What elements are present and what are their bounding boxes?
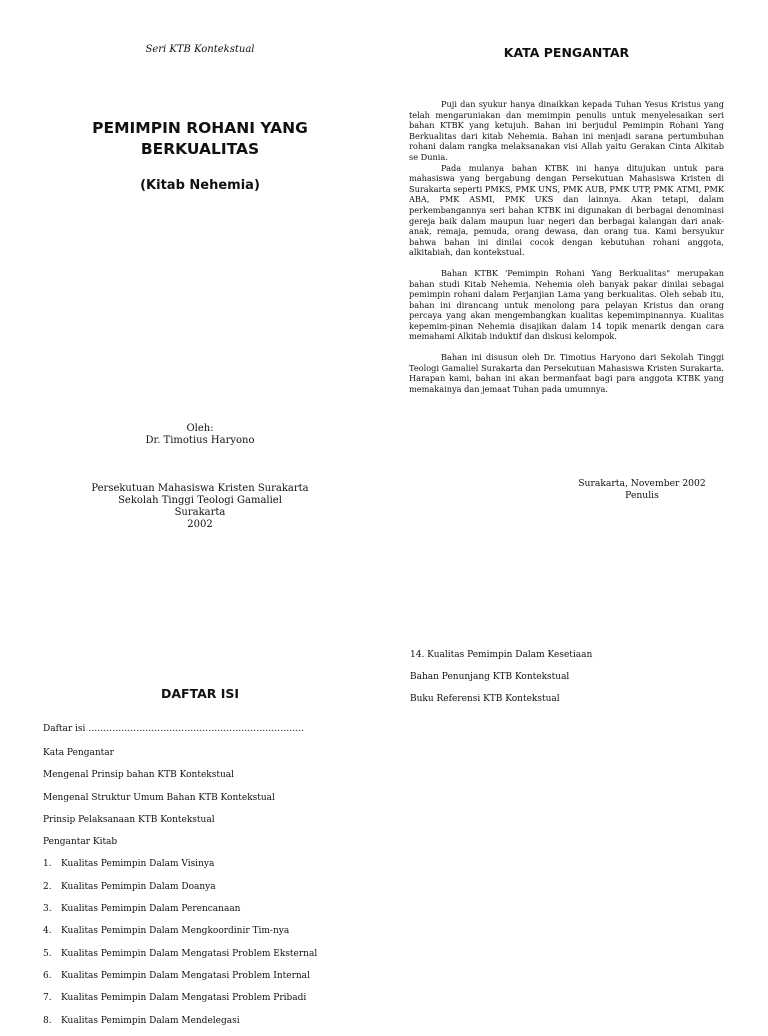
toc-entry [43,991,373,1013]
preface-paragraph-1: Puji dan syukur hanya dinaikkan kepada Tuhan Yesus Kristus yang telah mengaruniakan dan memimpin penulis untuk menyelesaikan seri bahan KTBK yang ketujuh. Bahan ini berjudul Pemimpin Rohani Yang Berkualitas dari kitab Nehemia. Bahan ini menjadi sarana pertumbuhan rohani dalam rangka melaksanakan visi Allah yaitu Gerakan Cinta Alkitab se Dunia. [409,99,724,162]
toc-entry-number: 7. [43,993,52,1004]
preface-paragraph-3: Bahan KTBK 'Pemimpin Rohani Yang Berkualitas" merupakan bahan studi Kitab Nehemia. Nehemia oleh banyak pakar dinilai sebagai pemimpin rohani dalam Perjanjian Lama yang berkualitas. Oleh sebab itu, bahan ini dirancang untuk menolong para pelayan Kristus dan orang percaya yang akan mengembangkan kualitas kepemimpinannya. Kualitas kepemim-pinan Nehemia disajikan dalam 14 topik menarik dengan cara memahami Alkitab induktif dan diskusi kelompok. [409,267,724,342]
toc-entry-text: Kualitas Pemimpin Dalam Mendelegasi [61,1015,240,1026]
book-subtitle: (Kitab Nehemia) [140,178,260,193]
publisher-block [0,483,400,531]
toc-list [43,746,373,1036]
toc-entry-text: Kualitas Pemimpin Dalam Doanya [61,881,216,892]
toc-title: DAFTAR ISI [160,686,240,701]
toc-entry-text: Kualitas Pemimpin Dalam Mengatasi Problem Internal [61,970,310,981]
toc-entry [43,768,373,790]
book-title [60,118,340,160]
toc-entry-number: 3. [43,904,52,915]
toc-entry [43,835,373,857]
toc-entry-text: Kualitas Pemimpin Dalam Perencanaan [61,904,241,915]
toc-entry [43,746,373,768]
toc-entry [43,857,373,879]
toc-continued-item: Buku Referensi KTB Kontekstual [410,694,560,704]
publisher-year: 2002 [187,519,213,530]
toc-entry [43,880,373,902]
preface-signature [560,478,724,501]
toc-entry-text: Prinsip Pelaksanaan KTB Kontekstual [43,814,215,825]
preface-paragraph-4: Bahan ini disusun oleh Dr. Timotius Haryono dari Sekolah Tinggi Teologi Gamaliel Surakarta dan Persekutuan Mahasiswa Kristen Surakarta. Harapan kami, bahan ini akan bermanfaat bagi para anggota KTBK yang memakainya dan jemaat Tuhan pada umumnya. [409,352,724,394]
toc-continued-item: 14. Kualitas Pemimpin Dalam Kesetiaan [410,650,593,660]
toc-entry-text: Kata Pengantar [43,748,114,758]
toc-entry-number: 8. [43,1015,52,1026]
publisher-city: Surakarta [174,507,226,518]
book-title-line1: PEMIMPIN ROHANI YANG [92,119,308,137]
toc-entry [43,791,373,813]
toc-entry-number: 6. [43,970,52,981]
toc-entry-text: Mengenal Prinsip bahan KTB Kontekstual [43,770,234,781]
toc-first-entry: Daftar isi ……………………………………………………………… [43,724,305,734]
toc-entry-number: 4. [43,926,52,937]
toc-entry [43,947,373,969]
toc-entry-number: 5. [43,948,52,959]
preface-body [409,99,724,404]
author-block [0,423,400,447]
place-date: Surakarta, November 2002 [578,478,706,489]
preface-title: KATA PENGANTAR [503,45,630,60]
publisher-line1: Persekutuan Mahasiswa Kristen Surakarta [91,483,309,494]
toc-entry-text: Pengantar Kitab [43,837,118,848]
book-title-line2: BERKUALITAS [140,140,260,158]
preface-paragraph-2: Pada mulanya bahan KTBK ini hanya ditujukan untuk para mahasiswa yang bergabung dengan Persekutuan Mahasiswa Kristen di Surakarta seperti PMKS, PMK UNS, PMK AUB, PMK UTP, PMK ATMI, PMK ABA, PMK ASMI, PMK UKS dan lainnya. Akan tetapi, dalam perkembangannya seri bahan KTBK ini digunakan di berbagai denominasi gereja baik dalam maupun luar negeri dan berbagai kalangan dari anak-anak, remaja, pemuda, orang dewasa, dan orang tua. Kami bersyukur bahwa bahan ini dinilai cocok dengan kebutuhan rohani anggota, alkitabiah, dan kontekstual. [409,162,724,258]
toc-entry [43,1014,373,1036]
toc-continued-item: Bahan Penunjang KTB Kontekstual [410,672,570,682]
publisher-line2: Sekolah Tinggi Teologi Gamaliel [118,495,282,506]
series-label: Seri KTB Kontekstual [145,44,255,55]
toc-entry-text: Kualitas Pemimpin Dalam Mengatasi Problem Pribadi [61,993,307,1004]
signature: Penulis [625,489,659,501]
toc-continued [410,648,740,714]
author-name: Dr. Timotius Haryono [145,435,255,446]
toc-entry [43,813,373,835]
toc-entry-text: Kualitas Pemimpin Dalam Visinya [61,859,215,870]
toc-entry-text: Mengenal Struktur Umum Bahan KTB Kontekstual [43,792,275,803]
toc-entry-number: 1. [43,859,52,870]
toc-entry [43,924,373,946]
toc-entry [43,969,373,991]
toc-entry [43,902,373,924]
toc-entry-number: 2. [43,881,52,892]
toc-entry-text: Kualitas Pemimpin Dalam Mengkoordinir Tim-nya [61,926,290,937]
toc-entry-text: Kualitas Pemimpin Dalam Mengatasi Problem Eksternal [61,948,318,959]
author-label: Oleh: [186,423,214,434]
